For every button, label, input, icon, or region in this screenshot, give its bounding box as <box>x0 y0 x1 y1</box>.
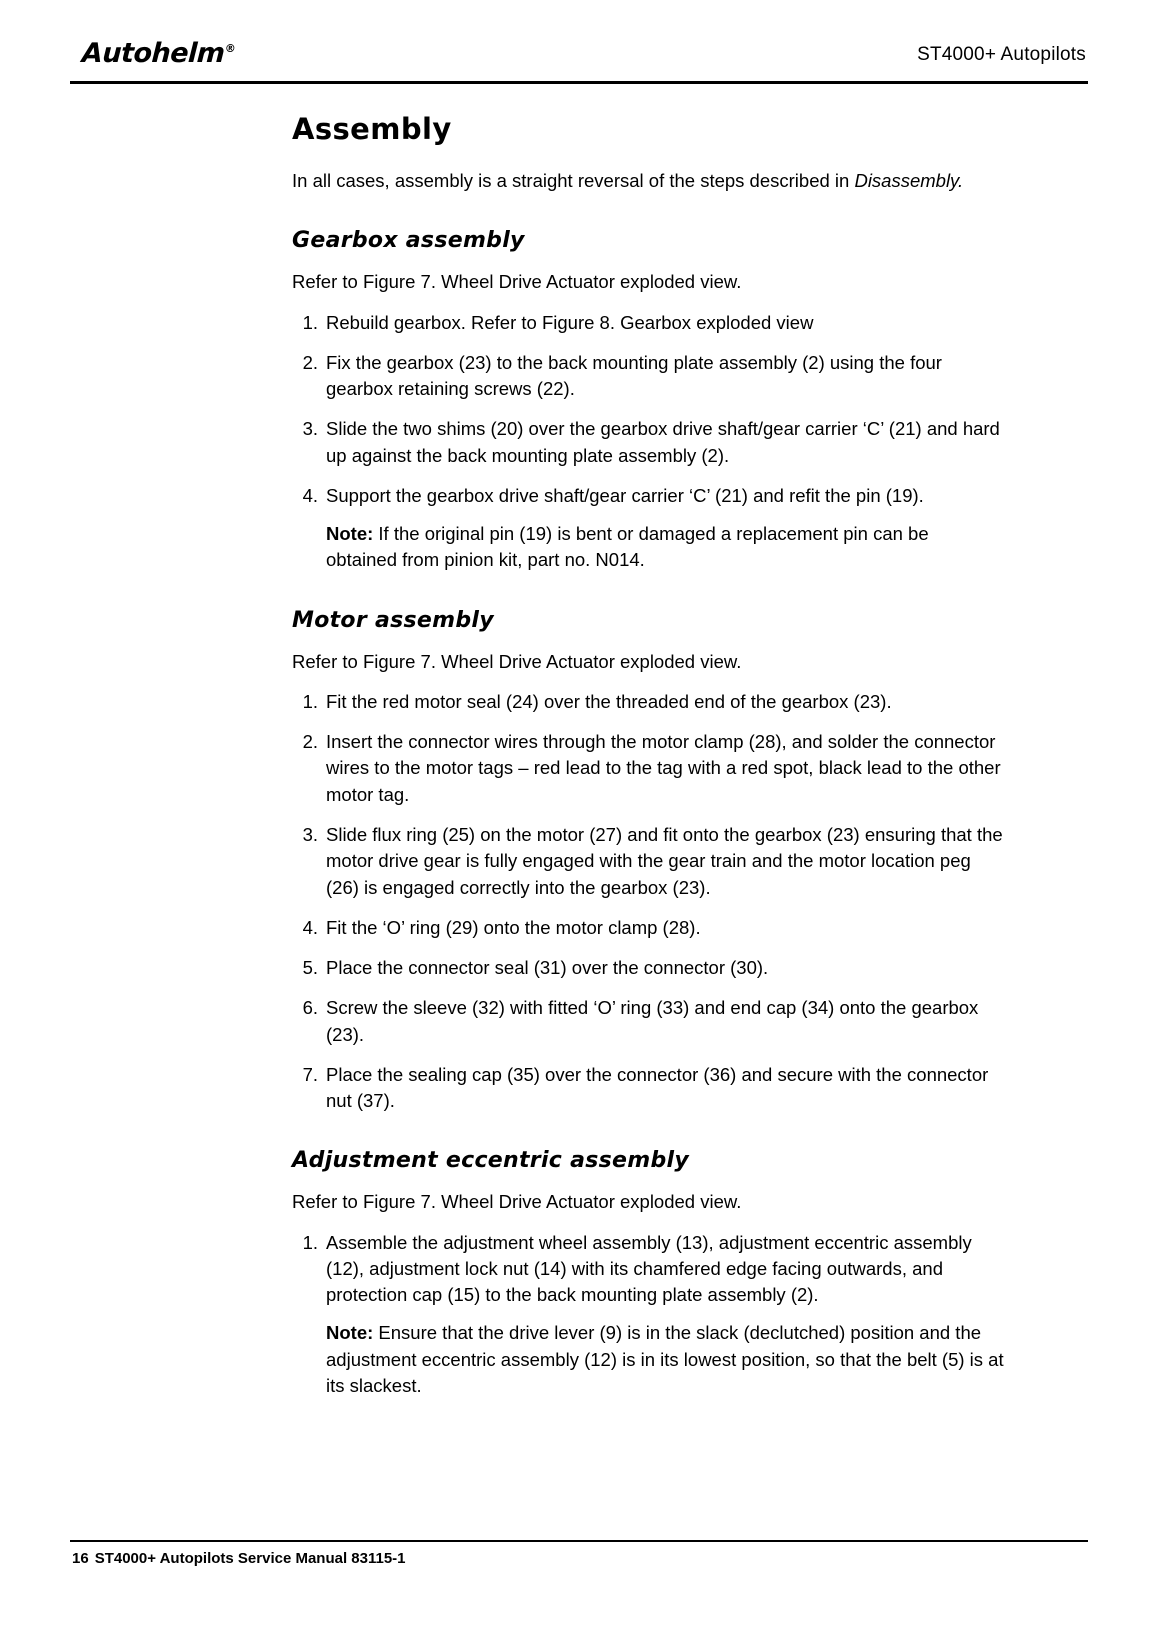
subsection-title-adjustment-eccentric-assembly: Adjustment eccentric assembly <box>292 1148 689 1174</box>
step-list-adjustment-eccentric-assembly <box>292 1230 1004 1400</box>
step-text: Slide flux ring (25) on the motor (27) and fit onto the gearbox (23) ensuring that the motor drive gear is fully engaged with the gear train and the motor location peg (26) is engaged correctly into the gearbox (23). <box>326 823 1003 898</box>
note-text: If the original pin (19) is bent or damaged a replacement pin can be obtained from pinion kit, part no. N014. <box>326 523 929 571</box>
list-item <box>292 955 1004 981</box>
step-number: 1. <box>302 311 318 333</box>
step-list-gearbox-assembly <box>292 310 1004 574</box>
brand-name: Autohelm <box>81 38 226 69</box>
step-number: 3. <box>302 418 318 440</box>
footer-divider <box>70 1540 1088 1542</box>
step-number: 3. <box>302 823 318 845</box>
step-text: Rebuild gearbox. Refer to Figure 8. Gearbox exploded view <box>326 311 814 333</box>
step-number: 2. <box>302 351 318 373</box>
footer-content <box>72 1550 406 1567</box>
list-item <box>292 915 1004 941</box>
subsection-lead-gearbox-assembly: Refer to Figure 7. Wheel Drive Actuator exploded view. <box>292 271 742 293</box>
list-item <box>292 416 1004 469</box>
subsection-title-gearbox-assembly: Gearbox assembly <box>292 228 525 254</box>
footer-label: ST4000+ Autopilots Service Manual 83115-1 <box>94 1550 406 1567</box>
step-number: 2. <box>302 731 318 753</box>
step-number: 4. <box>302 484 318 506</box>
brand-logo <box>81 38 236 69</box>
step-list-motor-assembly <box>292 689 1004 1114</box>
step-text: Place the sealing cap (35) over the connector (36) and secure with the connector nut (37). <box>326 1063 989 1112</box>
list-item <box>292 1230 1004 1400</box>
page-content <box>292 112 1004 1413</box>
page-title: Assembly <box>292 112 452 146</box>
list-item <box>292 350 1004 403</box>
list-item <box>292 1062 1004 1115</box>
list-item <box>292 310 1004 336</box>
intro-italic: Disassembly. <box>854 170 964 191</box>
step-text: Fix the gearbox (23) to the back mounting plate assembly (2) using the four gearbox retaining screws (22). <box>326 351 942 400</box>
page-number: 16 <box>72 1550 89 1567</box>
intro-paragraph <box>292 168 1004 194</box>
step-number: 1. <box>302 690 318 712</box>
step-note <box>326 521 1004 574</box>
step-text: Slide the two shims (20) over the gearbox drive shaft/gear carrier ‘C’ (21) and hard up against the back mounting plate assembly (2). <box>326 418 1000 466</box>
list-item <box>292 689 1004 715</box>
step-text: Place the connector seal (31) over the connector (30). <box>326 957 769 979</box>
step-text: Support the gearbox drive shaft/gear carrier ‘C’ (21) and refit the pin (19). <box>326 484 924 506</box>
step-text: Insert the connector wires through the motor clamp (28), and solder the connector wires to the motor tags – red lead to the tag with a red spot, black lead to the other motor tag. <box>326 731 1001 805</box>
list-item <box>292 483 1004 574</box>
note-label: Note: <box>326 523 374 545</box>
step-number: 6. <box>302 997 318 1019</box>
subsection-lead-adjustment-eccentric-assembly: Refer to Figure 7. Wheel Drive Actuator exploded view. <box>292 1191 742 1213</box>
note-label: Note: <box>326 1322 374 1344</box>
subsection-lead-motor-assembly: Refer to Figure 7. Wheel Drive Actuator exploded view. <box>292 650 742 672</box>
step-number: 1. <box>302 1231 318 1253</box>
intro-text: In all cases, assembly is a straight reversal of the steps described in <box>292 170 855 191</box>
note-text: Ensure that the drive lever (9) is in the slack (declutched) position and the adjustment eccentric assembly (12) is in its lowest position, so that the belt (5) is at its slackest. <box>326 1322 1004 1396</box>
list-item <box>292 822 1004 901</box>
subsection-title-motor-assembly: Motor assembly <box>292 607 494 633</box>
step-number: 5. <box>302 957 318 979</box>
step-note <box>326 1320 1004 1399</box>
header-divider <box>70 81 1088 84</box>
step-number: 7. <box>302 1063 318 1085</box>
header-product-title: ST4000+ Autopilots <box>917 44 1086 65</box>
list-item <box>292 995 1004 1048</box>
list-item <box>292 729 1004 808</box>
step-text: Assemble the adjustment wheel assembly (13), adjustment eccentric assembly (12), adjustment lock nut (14) with its chamfered edge facing outwards, and protection cap (15) to the back mounting plate assembly (2). <box>326 1231 972 1306</box>
step-text: Screw the sleeve (32) with fitted ‘O’ ring (33) and end cap (34) onto the gearbox (23). <box>326 997 979 1045</box>
page-header <box>70 38 1088 86</box>
registered-mark: ® <box>224 42 236 55</box>
step-text: Fit the red motor seal (24) over the threaded end of the gearbox (23). <box>326 690 892 712</box>
step-number: 4. <box>302 916 318 938</box>
step-text: Fit the ‘O’ ring (29) onto the motor clamp (28). <box>326 916 701 938</box>
